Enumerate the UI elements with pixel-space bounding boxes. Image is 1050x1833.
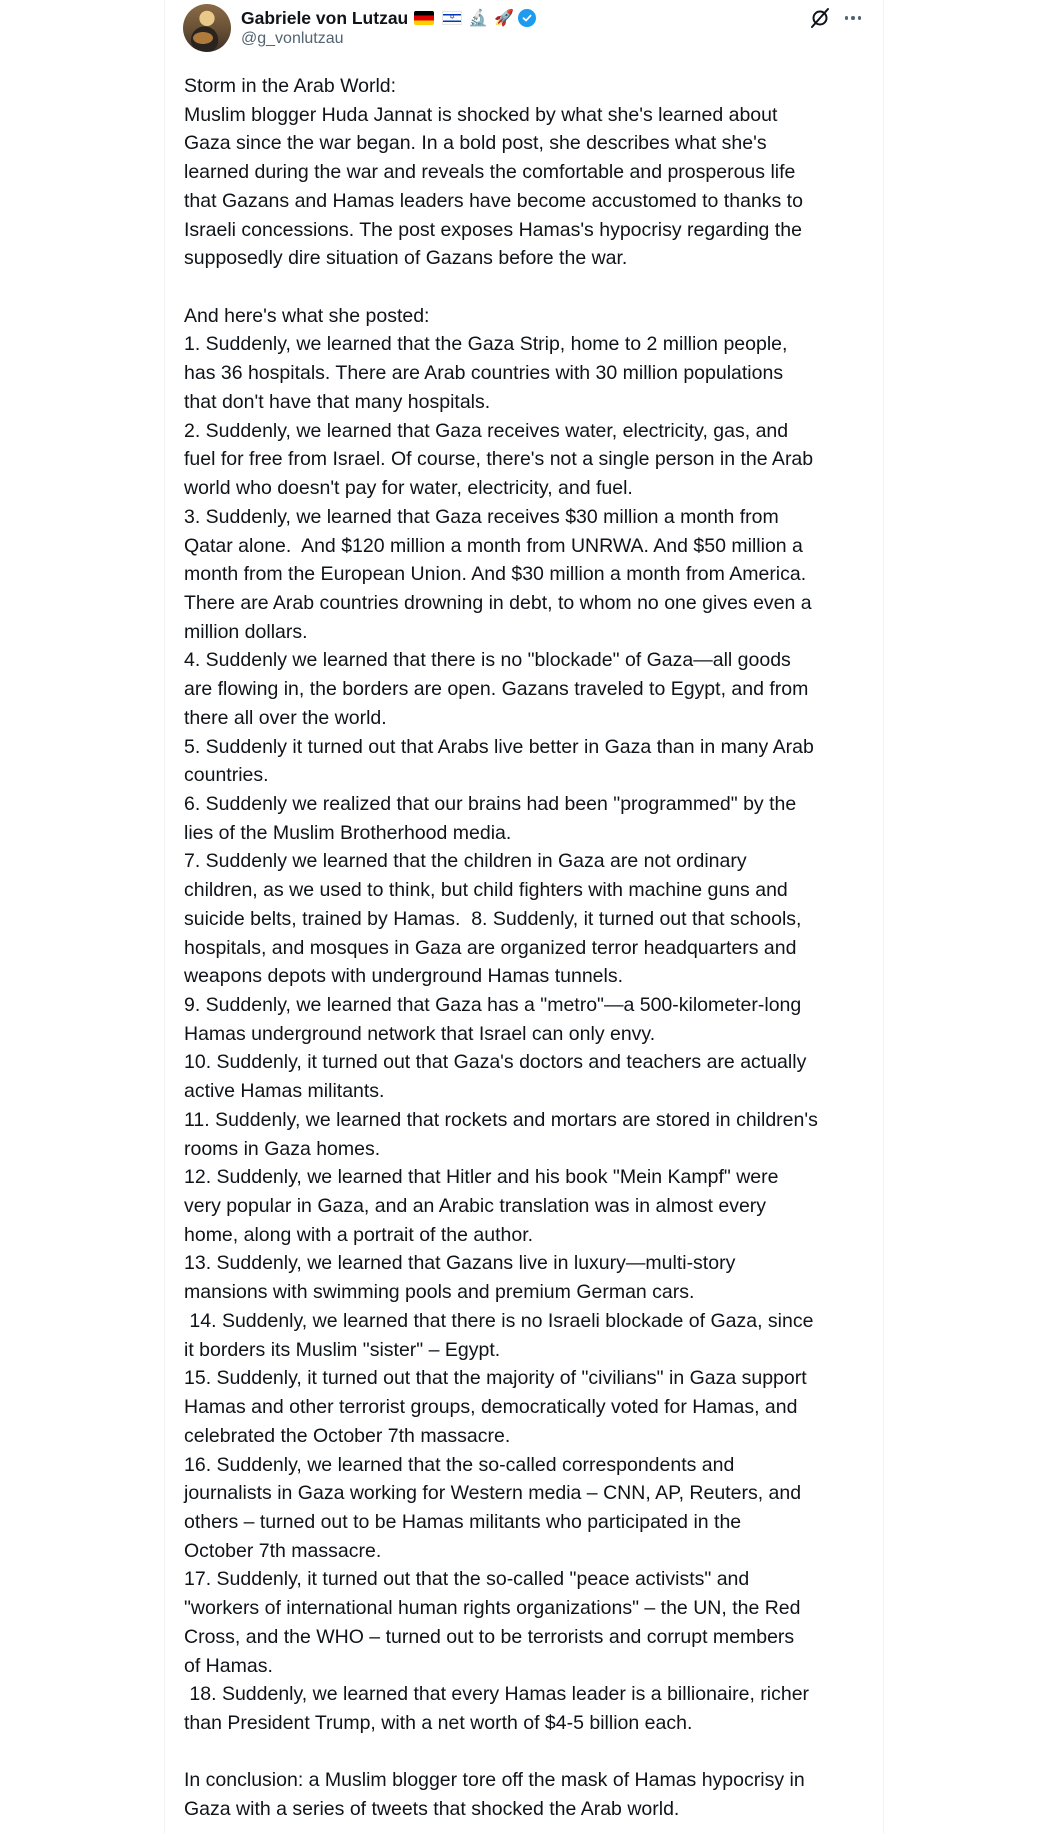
- post-text-line: 9. Suddenly, we learned that Gaza has a "metro"—a 500-kilometer-long: [184, 994, 802, 1016]
- post-text-line: 13. Suddenly, we learned that Gazans live in luxury—multi-story: [184, 1252, 736, 1275]
- post-text-line: Muslim blogger Huda Jannat is shocked by what she's learned about: [184, 103, 778, 126]
- post-text-line: 12. Suddenly, we learned that Hitler and his book "Mein Kampf" were: [184, 1166, 779, 1189]
- post-text-line: are flowing in, the borders are open. Gazans traveled to Egypt, and from: [184, 678, 809, 701]
- post-text-line: Hamas underground network that Israel can only envy.: [184, 1022, 656, 1045]
- post-text-line: 16. Suddenly, we learned that the so-called correspondents and: [184, 1453, 735, 1476]
- post-text-line: rooms in Gaza homes.: [184, 1137, 381, 1160]
- post-text-line: There are Arab countries drowning in debt, to whom no one gives even a: [184, 591, 812, 614]
- post-text-line: there all over the world.: [184, 706, 387, 729]
- post-text-line: weapons depots with underground Hamas tunnels.: [184, 965, 624, 988]
- post-text-line: 5. Suddenly it turned out that Arabs live better in Gaza than in many Arab: [184, 735, 814, 758]
- post-text-line: month from the European Union. And $30 million a month from America.: [184, 563, 807, 586]
- post-text-line: In conclusion: a Muslim blogger tore off the mask of Hamas hypocrisy in: [184, 1769, 805, 1792]
- post-text-line: Cross, and the WHO – turned out to be terrorists and corrupt members: [184, 1625, 795, 1648]
- author-name[interactable]: Gabriele von Lutzau: [241, 7, 409, 28]
- verified-badge-icon[interactable]: [518, 9, 536, 27]
- post-text-line: than President Trump, with a net worth of $4-5 billion each.: [184, 1711, 693, 1734]
- post-text-line: 7. Suddenly we learned that the children in Gaza are not ordinary: [184, 850, 747, 873]
- post-text-line: hospitals, and mosques in Gaza are organized terror headquarters and: [184, 936, 797, 959]
- post-text-line: October 7th massacre.: [184, 1539, 382, 1562]
- post-text-line: million dollars.: [184, 620, 308, 643]
- post-text-line: 6. Suddenly we realized that our brains had been "programmed" by the: [184, 792, 797, 815]
- post-text-line: has 36 hospitals. There are Arab countries with 30 million populations: [184, 362, 784, 385]
- post-text-line: supposedly dire situation of Gazans before the war.: [184, 247, 628, 270]
- post-text-line: that Gazans and Hamas leaders have become accustomed to thanks to: [184, 189, 803, 212]
- post-text-line: Israeli concessions. The post exposes Hamas's hypocrisy regarding the: [184, 218, 802, 241]
- post-text-line: Gaza with a series of tweets that shocked the Arab world.: [184, 1798, 680, 1821]
- rocket-icon: 🚀: [494, 8, 515, 27]
- post-text-line: celebrated the October 7th massacre.: [184, 1424, 511, 1447]
- post-text-line: others – turned out to be Hamas militants who participated in the: [184, 1510, 742, 1533]
- more-options-icon[interactable]: [841, 7, 865, 29]
- author-handle[interactable]: @g_vonlutzau: [241, 30, 344, 47]
- microscope-icon: 🔬: [468, 8, 489, 27]
- post-text-line: world who doesn't pay for water, electricity, and fuel.: [184, 477, 633, 500]
- post-text-line: children, as we used to think, but child fighters with machine guns and: [184, 879, 788, 902]
- post-text-line: 3. Suddenly, we learned that Gaza receives $30 million a month from: [184, 505, 779, 528]
- post-text: [184, 72, 884, 1824]
- post-text-line: 17. Suddenly, it turned out that the so-called "peace activists" and: [184, 1568, 750, 1591]
- flag-israel-icon: [442, 11, 462, 25]
- post-text-line: home, along with a portrait of the author.: [184, 1223, 534, 1246]
- post-text-line: countries.: [184, 764, 269, 787]
- post-text-line: journalists in Gaza working for Western media – CNN, AP, Reuters, and: [184, 1482, 802, 1505]
- avatar-dog: [193, 32, 213, 44]
- post-text-line: Qatar alone. And $120 million a month from UNRWA. And $50 million a: [184, 534, 803, 557]
- post-text-line: "workers of international human rights organizations" – the UN, the Red: [184, 1597, 801, 1620]
- post-text-line: Storm in the Arab World:: [184, 75, 397, 97]
- post-text-line: 11. Suddenly, we learned that rockets and mortars are stored in children's: [184, 1108, 818, 1131]
- post-text-line: suicide belts, trained by Hamas. 8. Suddenly, it turned out that schools,: [184, 907, 802, 930]
- post-text-line: 2. Suddenly, we learned that Gaza receives water, electricity, gas, and: [184, 419, 789, 442]
- post-text-line: 18. Suddenly, we learned that every Hamas leader is a billionaire, richer: [184, 1683, 810, 1706]
- paragraph-spacer: [184, 273, 884, 302]
- post-text-line: very popular in Gaza, and an Arabic translation was in almost every: [184, 1195, 767, 1218]
- post-text-line: 15. Suddenly, it turned out that the majority of "civilians" in Gaza support: [184, 1367, 807, 1390]
- post-text-line: fuel for free from Israel. Of course, there's not a single person in the Arab: [184, 448, 814, 471]
- post-text-line: active Hamas militants.: [184, 1080, 385, 1103]
- author-name-row: [241, 6, 536, 30]
- post-text-line: 4. Suddenly we learned that there is no "blockade" of Gaza—all goods: [184, 649, 791, 672]
- grok-icon[interactable]: [808, 7, 832, 29]
- post-text-line: Hamas and other terrorist groups, democratically voted for Hamas, and: [184, 1396, 798, 1419]
- post-text-line: learned during the war and reveals the comfortable and prosperous life: [184, 161, 796, 184]
- post-text-line: 1. Suddenly, we learned that the Gaza Strip, home to 2 million people,: [184, 333, 788, 356]
- post-text-line: it borders its Muslim "sister" – Egypt.: [184, 1338, 501, 1361]
- post-text-line: 10. Suddenly, it turned out that Gaza's doctors and teachers are actually: [184, 1051, 807, 1074]
- author-avatar[interactable]: [183, 4, 231, 52]
- post-text-line: And here's what she posted:: [184, 304, 430, 327]
- post-text-line: that don't have that many hospitals.: [184, 390, 491, 413]
- post-text-line: 14. Suddenly, we learned that there is no Israeli blockade of Gaza, since: [184, 1309, 814, 1332]
- post-text-line: mansions with swimming pools and premium German cars.: [184, 1281, 695, 1304]
- post-text-line: Gaza since the war began. In a bold post, she describes what she's: [184, 132, 767, 155]
- post-text-line: of Hamas.: [184, 1654, 273, 1677]
- flag-germany-icon: [414, 11, 434, 25]
- paragraph-spacer: [184, 1738, 884, 1767]
- post-text-line: lies of the Muslim Brotherhood media.: [184, 821, 512, 844]
